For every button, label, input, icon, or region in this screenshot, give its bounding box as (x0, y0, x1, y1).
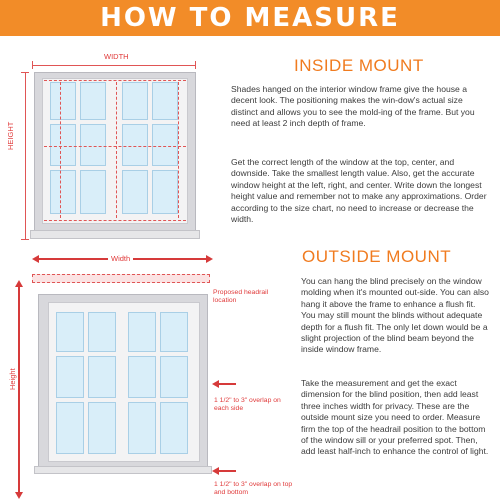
outside-height-label: Height (8, 368, 17, 390)
inside-height-line (25, 72, 26, 240)
glass-pane (160, 402, 188, 454)
glass-pane (50, 170, 76, 214)
glass-pane (80, 82, 106, 120)
outside-window-sill (34, 466, 212, 474)
banner (0, 0, 500, 36)
glass-pane (80, 124, 106, 166)
glass-pane (88, 356, 116, 398)
measure-line-right (178, 82, 179, 218)
inside-window-sill (30, 230, 200, 239)
glass-pane (152, 82, 178, 120)
measure-line-bottom (44, 220, 186, 221)
measure-line-center (44, 146, 186, 147)
arrow-up-icon (15, 280, 23, 287)
inside-width-line (32, 65, 196, 66)
arrow-right-icon (206, 255, 213, 263)
inside-mount-paragraph-2: Get the correct length of the window at the top, center, and downside. Take the smallest length value. Also, get the accurate window height at the left, right, and center. Write down the longest height value and remember not to make any approximations. Order according to the size chart, no need to increase or decrease the width. (231, 157, 487, 225)
inside-height-tick-top (21, 72, 29, 73)
measure-line-middle (116, 82, 117, 218)
glass-pane (128, 312, 156, 352)
glass-pane (50, 124, 76, 166)
measure-line-left (60, 82, 61, 218)
inside-width-tick-left (32, 61, 33, 69)
overlap-tb-label: 1 1/2" to 3" overlap on top and bottom (214, 481, 293, 496)
page-title: HOW TO MEASURE (100, 3, 400, 33)
glass-pane (50, 82, 76, 120)
glass-pane (122, 170, 148, 214)
inside-mount-title: INSIDE MOUNT (294, 56, 424, 75)
inside-width-tick-right (195, 61, 196, 69)
glass-pane (160, 312, 188, 352)
measure-line-top (44, 80, 186, 81)
glass-pane (128, 356, 156, 398)
outside-mount-paragraph-1: You can hang the blind precisely on the window molding when it's mounted out-side. You can also hang it above the frame to enhance a flush fit. You may still mount the blinds without adequate depth for a flush fit. The only let down would be a slight projection of the blind beam beyond the inside window frame. (301, 276, 489, 355)
glass-pane (122, 124, 148, 166)
overlap-tb-arrow (218, 470, 236, 472)
glass-pane (56, 402, 84, 454)
glass-pane (122, 82, 148, 120)
outside-mount-title: OUTSIDE MOUNT (302, 247, 452, 266)
outside-width-label: Width (108, 254, 133, 263)
outside-height-arrow (18, 285, 20, 495)
glass-pane (80, 170, 106, 214)
inside-mount-paragraph-1: Shades hanged on the interior window frame give the house a decent look. The positioning makes the win-dow's actual size distinct and allows you to see the mold-ing of the frame. But you need at least 2 inch depth of frame. (231, 84, 475, 129)
arrow-left-icon (212, 467, 219, 475)
overlap-side-arrow (218, 383, 236, 385)
proposed-headrail (32, 274, 210, 283)
glass-pane (56, 356, 84, 398)
glass-pane (88, 312, 116, 352)
inside-height-tick-bottom (21, 239, 29, 240)
arrow-left-icon (212, 380, 219, 388)
inside-width-label: WIDTH (104, 52, 129, 61)
glass-pane (152, 124, 178, 166)
glass-pane (128, 402, 156, 454)
arrow-down-icon (15, 492, 23, 499)
overlap-side-label: 1 1/2" to 3" overlap on each side (214, 397, 281, 412)
glass-pane (152, 170, 178, 214)
glass-pane (88, 402, 116, 454)
glass-pane (56, 312, 84, 352)
headrail-label: Proposed headrail location (213, 289, 269, 304)
arrow-left-icon (32, 255, 39, 263)
glass-pane (160, 356, 188, 398)
outside-mount-paragraph-2: Take the measurement and get the exact dimension for the blind position, then add least three inches width for privacy. These are the outside mount size you need to order. Measure firm the top of the headrail position to the bottom of the window sill or your preferred spot. Then, add least half-inch to enhance the control of light. (301, 378, 489, 457)
inside-height-label: HEIGHT (6, 121, 15, 150)
